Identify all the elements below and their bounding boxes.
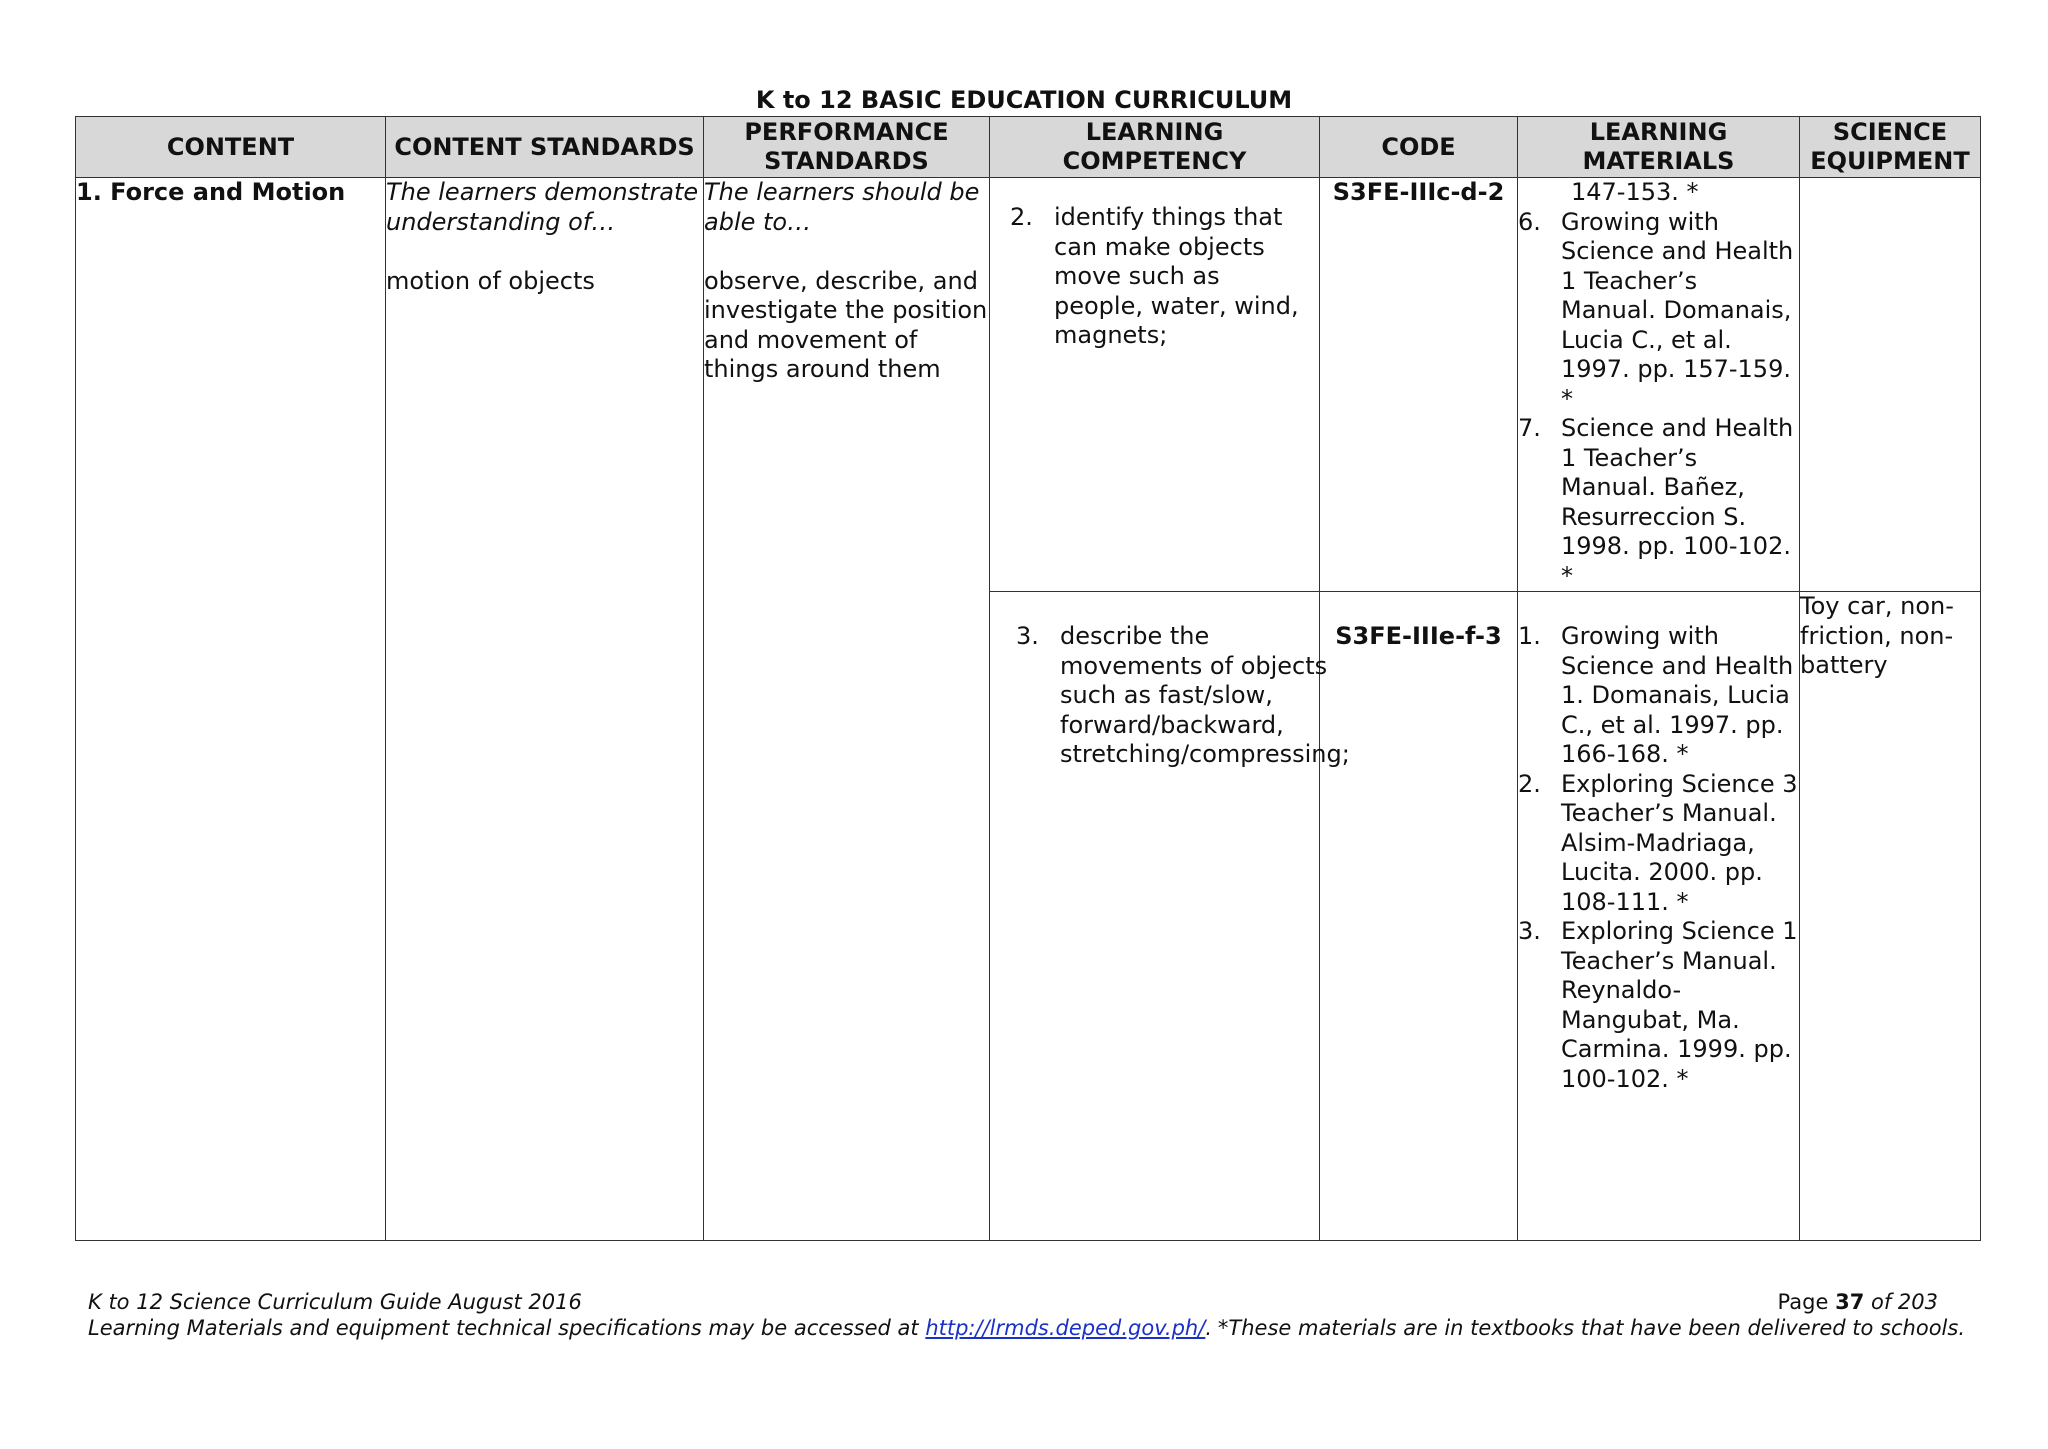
header-code: CODE: [1320, 117, 1518, 178]
content-standards-cell: [386, 178, 704, 1241]
material-continued: 147-153. *: [1571, 178, 1699, 206]
materials-cell: [1518, 178, 1800, 592]
header-row: [76, 117, 1981, 178]
competency-number: 3.: [1016, 622, 1039, 650]
footer-left: [88, 1289, 1212, 1341]
document-title: K to 12 BASIC EDUCATION CURRICULUM: [755, 86, 1293, 114]
competency-cell: [990, 592, 1350, 1241]
list-item: 2. Exploring Science 3 Teacher’s Manual. Alsim-Madriaga, Lucita. 2000. pp. 108-111. *: [1518, 769, 1798, 916]
page-number: Page 37 of 203: [1777, 1290, 1938, 1314]
performance-standards-cell: [704, 178, 990, 1241]
competency-code: S3FE-IIIe-f-3: [1335, 622, 1502, 650]
performance-standards-text: observe, describe, and investigate the position and movement of things around them: [704, 266, 988, 383]
equipment-cell: [1800, 178, 1981, 592]
footer-access-note: Learning Materials and equipment technical specifications may be accessed at http://lrmds.deped.gov.ph/.: [88, 1316, 1213, 1340]
header-performance-standards: PERFORMANCE STANDARDS: [704, 117, 990, 178]
header-science-equipment: SCIENCE EQUIPMENT: [1800, 117, 1981, 178]
curriculum-table: [75, 116, 1981, 1241]
competency-text: identify things that can make objects move such as people, water, wind, magnets;: [1054, 203, 1299, 349]
performance-standards-intro: The learners should be able to…: [704, 178, 980, 236]
competency-code: S3FE-IIIc-d-2: [1332, 178, 1505, 206]
list-item: 7. Science and Health 1 Teacher’s Manual. Bañez, Resurreccion S. 1998. pp. 100-102. *: [1518, 414, 1794, 590]
lrmds-link[interactable]: http://lrmds.deped.gov.ph/: [925, 1316, 1206, 1340]
competency-cell: [990, 178, 1320, 592]
list-item: 3. Exploring Science 1 Teacher’s Manual. Reynaldo-Mangubat, Ma. Carmina. 1999. pp. 100-102. *: [1518, 917, 1798, 1093]
table-row: [76, 178, 1981, 592]
content-cell: 1. Force and Motion: [76, 178, 386, 1241]
header-learning-materials: LEARNING MATERIALS: [1518, 117, 1800, 178]
header-content: CONTENT: [76, 117, 386, 178]
header-content-standards: CONTENT STANDARDS: [386, 117, 704, 178]
footer-guide-title: K to 12 Science Curriculum Guide August 2016: [88, 1290, 582, 1314]
equipment-text: Toy car, non-friction, non-battery: [1800, 592, 1954, 679]
header-learning-competency: LEARNING COMPETENCY: [990, 117, 1320, 178]
list-item: 1. Growing with Science and Health 1. Domanais, Lucia C., et al. 1997. pp. 166-168. *: [1518, 622, 1794, 768]
content-standards-intro: The learners demonstrate understanding of…: [386, 178, 699, 236]
materials-cell: [1518, 592, 1800, 1241]
code-cell: [1320, 178, 1518, 592]
equipment-cell: [1800, 592, 1981, 1241]
footer-materials-note: *These materials are in textbooks that have been delivered to schools.: [1217, 1316, 1965, 1340]
competency-number: 2.: [1010, 203, 1033, 231]
content-standards-text: motion of objects: [386, 266, 595, 295]
list-item: 6. Growing with Science and Health 1 Teacher’s Manual. Domanais, Lucia C., et al. 1997. pp. 157-159. *: [1518, 207, 1794, 413]
competency-text: describe the movements of objects such as fast/slow, forward/backward, stretching/compressing;: [1060, 622, 1350, 768]
